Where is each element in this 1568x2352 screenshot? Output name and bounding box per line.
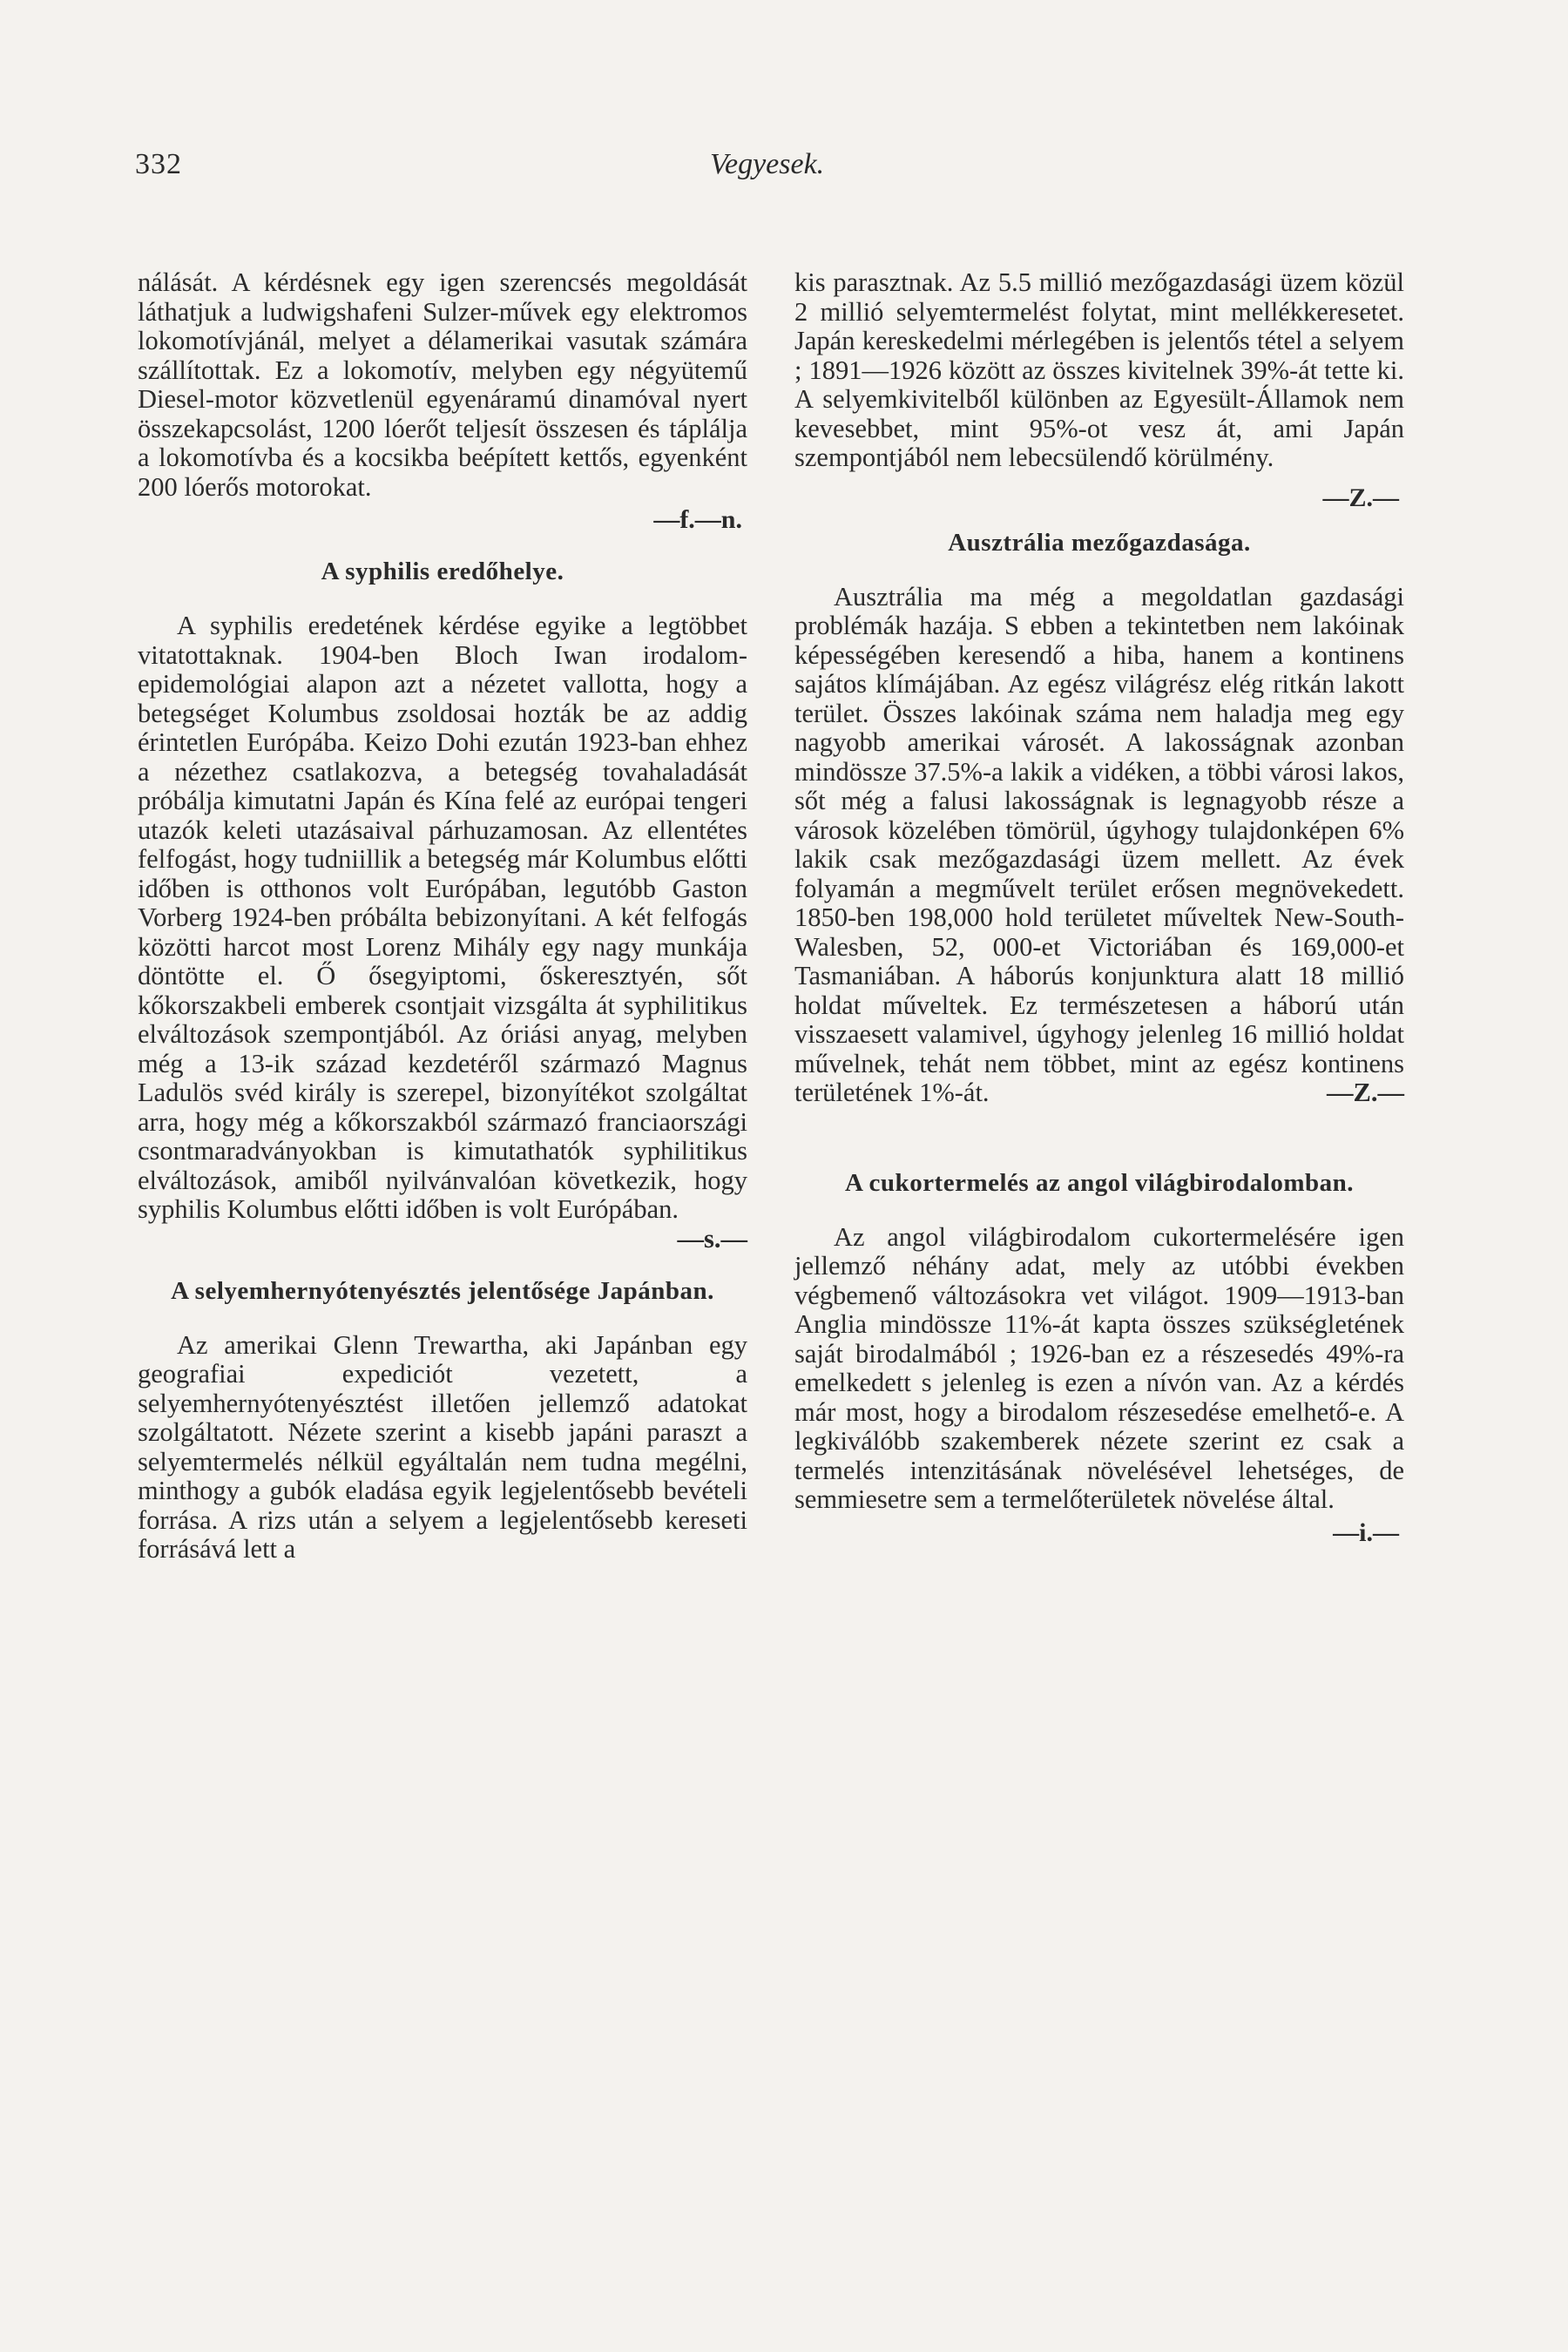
right-column: [794, 268, 1404, 1548]
article-title-australia: Ausztrália mezőgazdasága.: [948, 528, 1251, 557]
article-body-silk-continued: kis parasztnak. Az 5.5 millió mezőgazdasági üzem közül 2 millió selyemtermelést folytat, mint mellékkeresetet. Japán kereskedelmi mérlegében is jelentős tétel a selyem ; 1891—1926 között az összes kivitelnek 39%-át tette ki. A selyemkivitelből különben az Egyesült-Államok nem kevesebbet, mint 95%-ot vesz át, ami Japán szempontjából nem lebecsülendő körülmény.: [794, 267, 1404, 472]
article-signature-syphilis: —s.—: [677, 1223, 747, 1254]
article-signature-sugar: —i.—: [1333, 1517, 1399, 1547]
article-signature-australia: —Z.—: [1327, 1078, 1404, 1107]
left-column: [138, 268, 747, 1565]
intro-paragraph: nálását. A kérdésnek egy igen szerencsés megoldását láthatjuk a ludwigshafeni Sulzer-művek egy elektromos lokomotívjánál, melyet a délamerikai vasutak számára szállítottak. Ez a lokomotív, melyben egy négyütemű Diesel-motor közvetlenül egyenáramú dinamóval nyert összekapcsolást, 1200 lóerőt teljesít összesen és táplálja a lokomotívba és a kocsikba beépített kettős, egyenként 200 lóerős motorokat.: [138, 267, 747, 502]
intro-signature: —f.—n.: [653, 505, 742, 534]
article-body-australia: Ausztrália ma még a megoldatlan gazdasági problémák hazája. S ebben a tekintetben nem lakóinak képességében keresendő a hiba, hanem a kontinens sajátos klímájában. Az egész világrész elég ritkán lakott terület. Összes lakóinak száma nem haladja meg egy nagyobb amerikai városét. A lakosságnak azonban mindössze 37.5%-a lakik a vidéken, a többi városi lakos, sőt még a falusi lakosságnak is legnagyobb része a városok közelében tömörül, úgyhogy tulajdonképen 6% lakik csak mezőgazdasági üzem mellett. Az évek folyamán a megművelt terület erősen megnövekedett. 1850-ben 198,000 hold területet műveltek New-South-Walesben, 52, 000-et Victoriában és 169,000-et Tasmaniában. A háborús konjunktura alatt 18 millió holdat műveltek. Ez természetesen a háború után visszaesett valamivel, úgyhogy jelenleg 16 millió holdat művelnek, tehát nem többet, mint az egész kontinens területének 1%-át. —Z.—: [794, 581, 1404, 1107]
article-title-sugar: A cukortermelés az angol világbirodalomban.: [844, 1168, 1355, 1197]
article-signature-silk: —Z.—: [1322, 483, 1399, 512]
page-number: 332: [135, 148, 182, 180]
article-body-silk: Az amerikai Glenn Trewartha, aki Japánban egy geografiai expediciót vezetett, a selyemhernyótenyésztést illetően jellemző adatokat szolgáltatott. Nézete szerint a kisebb japáni paraszt a selyemtermelés nélkül egyáltalán nem tudna megélni, minthogy a gubók eladása egyik legjelentősebb bevételi forrása. A rizs után a selyem a legjelentősebb kereseti forrásává lett a: [138, 1329, 747, 1564]
article-body-syphilis: A syphilis eredetének kérdése egyike a legtöbbet vitatottaknak. 1904-ben Bloch Iwan irodalom-epidemológiai alapon azt a nézetet vallotta, hogy a betegséget Kolumbus zsoldosai hozták be az addig érintetlen Európába. Keizo Dohi ezután 1923-ban ehhez a nézethez csatlakozva, a betegség tovahaladását próbálja kimutatni Japán és Kína felé az európai tengeri utazók keleti utazásaival párhuzamosan. Az ellentétes felfogást, hogy tudniillik a betegség már Kolumbus előtti időben is otthonos volt Európában, legutóbb Gaston Vorberg 1924-ben próbálta bebizonyítani. A két felfogás közötti harcot most Lorenz Mihály egy nagy munkája döntötte el. Ő ősegyiptomi, őskeresztyén, sőt kőkorszakbeli emberek csontjait vizsgálta át syphilitikus elváltozások szempontjából. Az óriási anyag, melyben még a 13-ik század kezdetéről származó Magnus Ladulös svéd király is szerepel, bizonyítékot szolgáltat arra, hogy még a kőkorszakból származó franciaországi csontmaradványokban is kimutathatók syphilitikus elváltozások, amiből nyilvánvalóan következik, hogy syphilis Kolumbus előtti időben is volt Európában. —s.—: [138, 611, 747, 1254]
article-body-sugar: Az angol világbirodalom cukortermelésére igen jellemző néhány adat, mely az utóbbi években végbemenő változásokra vet világot. 1909—1913-ban Anglia mindössze 11%-át kapta összes szükségletének saját birodalmából ; 1926-ban ez a részesedés 49%-ra emelkedett s jelenleg is ezen a nívón van. Az a kérdés már most, hogy a birodalom részesedése emelhető-e. A legkiválóbb szakemberek nézete szerint ez csak a termelés intenzitásának növelésével lehetséges, de semmiesetre sem a termelőterületek növelése által.: [794, 1221, 1404, 1514]
page-header: [135, 148, 849, 192]
running-title: Vegyesek.: [710, 148, 825, 180]
article-title-syphilis: A syphilis eredőhelye.: [321, 558, 564, 585]
article-title-silk: A selyemhernyótenyésztés jelentősége Japánban.: [171, 1276, 714, 1305]
